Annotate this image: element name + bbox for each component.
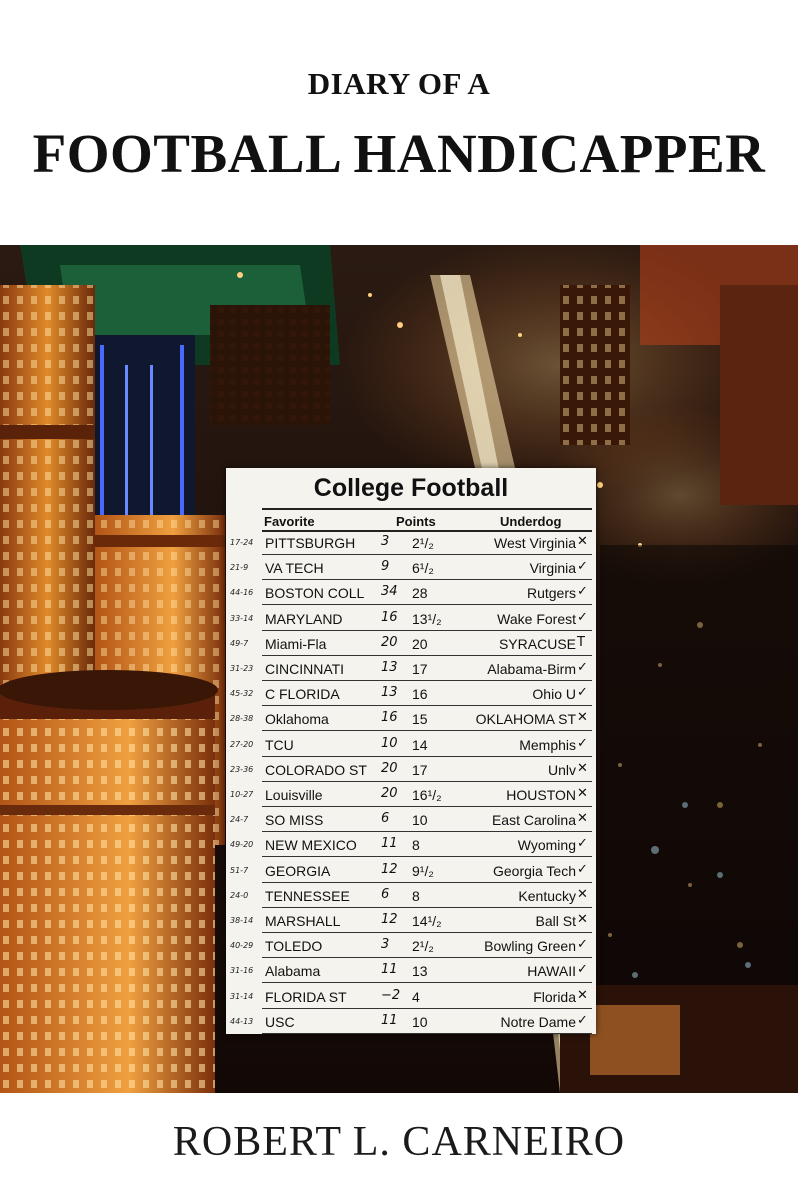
point-spread: 10	[412, 812, 428, 829]
record-annotation: 31-14	[230, 991, 254, 1001]
clipping-rule	[262, 508, 592, 510]
row-divider	[262, 932, 592, 933]
record-annotation: 33-14	[230, 613, 254, 623]
point-spread: 2¹/₂	[412, 535, 434, 551]
result-mark: ✓	[577, 962, 588, 978]
title-line-1: DIARY OF A	[307, 66, 491, 101]
handicap-annotation: 13	[381, 660, 398, 675]
underdog-team: Wyoming	[517, 837, 576, 854]
header-favorite: Favorite	[264, 514, 315, 529]
row-divider	[262, 630, 592, 631]
table-row	[226, 608, 596, 633]
underdog-team: East Carolina	[491, 812, 576, 829]
point-spread: 17	[412, 761, 428, 778]
underdog-team: Georgia Tech	[492, 862, 576, 879]
clipping-title: College Football	[313, 474, 509, 502]
result-mark: ✓	[577, 559, 588, 575]
record-annotation: 38-14	[230, 916, 254, 925]
result-mark: ✓	[577, 861, 588, 877]
table-row	[226, 986, 596, 1011]
row-divider	[262, 604, 592, 605]
result-mark: ✕	[577, 811, 588, 827]
table-row	[226, 532, 596, 557]
underdog-team: Ohio U	[532, 686, 576, 703]
underdog-team: West Virginia	[494, 535, 576, 551]
handicap-annotation: 20	[381, 634, 398, 650]
table-row	[226, 885, 596, 910]
record-annotation: 44-16	[230, 588, 254, 598]
point-spread: 10	[412, 1013, 428, 1030]
result-mark: ✓	[577, 609, 588, 625]
table-row	[226, 960, 596, 985]
favorite-team: TENNESSEE	[265, 887, 350, 904]
author-name: ROBERT L. CARNEIRO	[172, 1119, 626, 1165]
row-divider	[262, 756, 592, 757]
table-row	[226, 809, 596, 834]
favorite-team: TCU	[265, 736, 294, 753]
row-divider	[262, 579, 592, 580]
point-spread: 8	[412, 837, 420, 854]
table-row	[226, 860, 596, 885]
handicap-annotation: 6	[381, 811, 390, 827]
underdog-team: Wake Forest	[497, 610, 576, 627]
point-spread: 14¹/₂	[412, 913, 442, 929]
handicap-annotation: 20	[381, 786, 398, 801]
underdog-team: HOUSTON	[506, 787, 576, 803]
table-row	[226, 834, 596, 859]
result-mark: ✕	[577, 760, 588, 776]
favorite-team: Louisville	[265, 787, 323, 803]
handicap-annotation: −2	[381, 987, 401, 1003]
handicap-annotation: 12	[381, 861, 398, 877]
row-divider	[262, 1008, 592, 1009]
table-row	[226, 708, 596, 733]
header-points: Points	[396, 514, 436, 529]
record-annotation: 27-20	[230, 739, 254, 749]
table-row	[226, 734, 596, 759]
underdog-team: Kentucky	[518, 887, 576, 904]
result-mark: ✕	[577, 786, 588, 801]
record-annotation: 17-24	[230, 538, 254, 547]
underdog-team: Florida	[533, 988, 576, 1005]
favorite-team: COLORADO ST	[265, 761, 367, 778]
result-mark: ✕	[577, 886, 588, 902]
result-mark: T	[577, 634, 585, 650]
result-mark: ✓	[577, 937, 588, 953]
table-row	[226, 658, 596, 683]
result-mark: ✕	[577, 987, 588, 1003]
underdog-team: Ball St	[535, 913, 576, 929]
row-divider	[262, 982, 592, 983]
favorite-team: Alabama	[265, 963, 321, 980]
record-annotation: 24-0	[230, 890, 249, 900]
favorite-team: MARSHALL	[265, 913, 341, 929]
row-divider	[262, 831, 592, 832]
table-row	[226, 633, 596, 658]
handicap-annotation: 34	[381, 584, 398, 600]
row-divider	[262, 907, 592, 908]
underdog-team: SYRACUSE	[498, 635, 576, 652]
result-mark: ✓	[577, 584, 588, 600]
handicap-annotation: 3	[381, 937, 390, 953]
row-divider	[262, 781, 592, 782]
result-mark: ✓	[577, 836, 588, 852]
handicap-annotation: 9	[381, 559, 390, 575]
record-annotation: 31-16	[230, 966, 254, 976]
point-spread: 16	[412, 686, 428, 703]
favorite-team: VA TECH	[265, 560, 324, 577]
underdog-team: Virginia	[529, 560, 576, 577]
table-row	[226, 910, 596, 935]
table-row	[226, 557, 596, 582]
row-divider	[262, 957, 592, 958]
table-row	[226, 683, 596, 708]
favorite-team: FLORIDA ST	[265, 988, 347, 1005]
title-line-2: FOOTBALL HANDICAPPER	[32, 123, 766, 184]
handicap-annotation: 11	[381, 836, 398, 852]
point-spread: 14	[412, 736, 428, 753]
handicap-annotation: 12	[381, 912, 398, 927]
handicap-annotation: 13	[381, 685, 398, 701]
handicap-annotation: 20	[381, 760, 398, 776]
point-spread: 2¹/₂	[412, 938, 434, 955]
point-spread: 28	[412, 585, 428, 602]
table-row	[226, 1011, 596, 1036]
favorite-team: MARYLAND	[265, 610, 343, 627]
favorite-team: Oklahoma	[265, 711, 329, 728]
record-annotation: 21-9	[230, 563, 249, 573]
point-spread: 15	[412, 711, 428, 728]
underdog-team: Bowling Green	[484, 938, 576, 955]
row-divider	[262, 730, 592, 731]
favorite-team: Miami-Fla	[265, 635, 327, 652]
result-mark: ✕	[577, 912, 588, 927]
point-spread: 16¹/₂	[412, 787, 442, 803]
result-mark: ✓	[577, 660, 588, 675]
underdog-team: OKLAHOMA ST	[475, 711, 576, 728]
row-divider	[262, 856, 592, 857]
point-spread: 6¹/₂	[412, 560, 434, 577]
record-annotation: 49-7	[230, 638, 249, 648]
favorite-team: SO MISS	[265, 812, 324, 829]
underdog-team: Unlv	[547, 761, 576, 778]
record-annotation: 40-29	[230, 941, 254, 951]
handicap-annotation: 10	[381, 735, 398, 751]
point-spread: 20	[412, 635, 428, 652]
row-divider	[262, 1033, 592, 1034]
underdog-team: Memphis	[519, 736, 576, 753]
record-annotation: 49-20	[230, 840, 254, 850]
result-mark: ✓	[577, 1012, 588, 1028]
handicap-annotation: 3	[381, 534, 390, 549]
record-annotation: 45-32	[230, 689, 254, 699]
underdog-team: HAWAII	[527, 963, 576, 980]
favorite-team: C FLORIDA	[265, 686, 340, 703]
underdog-team: Notre Dame	[500, 1013, 576, 1030]
handicap-annotation: 11	[381, 1012, 398, 1028]
row-divider	[262, 806, 592, 807]
result-mark: ✓	[577, 685, 588, 701]
handicap-annotation: 11	[381, 962, 398, 978]
record-annotation: 44-13	[230, 1016, 254, 1026]
table-row	[226, 759, 596, 784]
favorite-team: CINCINNATI	[265, 661, 345, 677]
handicap-annotation: 6	[381, 886, 390, 902]
underdog-team: Alabama-Birm	[487, 661, 576, 677]
favorite-team: USC	[265, 1013, 295, 1030]
row-divider	[262, 655, 592, 656]
favorite-team: NEW MEXICO	[265, 837, 357, 854]
record-annotation: 23-36	[230, 764, 254, 774]
table-row	[226, 935, 596, 960]
result-mark: ✕	[577, 710, 588, 726]
record-annotation: 51-7	[230, 865, 249, 875]
point-spread: 17	[412, 661, 428, 677]
record-annotation: 24-7	[230, 815, 249, 825]
record-annotation: 31-23	[230, 664, 254, 673]
handicap-annotation: 16	[381, 710, 398, 726]
record-annotation: 28-38	[230, 714, 254, 724]
header-underdog: Underdog	[500, 514, 562, 529]
favorite-team: GEORGIA	[265, 862, 331, 879]
favorite-team: BOSTON COLL	[265, 585, 365, 602]
favorite-team: TOLEDO	[265, 938, 323, 955]
point-spread: 13¹/₂	[412, 610, 442, 627]
newspaper-clipping	[226, 468, 596, 1034]
point-spread: 13	[412, 963, 428, 980]
record-annotation: 10-27	[230, 790, 254, 799]
table-row	[226, 582, 596, 607]
handicap-annotation: 16	[381, 609, 398, 625]
point-spread: 4	[412, 988, 420, 1005]
table-row	[226, 784, 596, 809]
result-mark: ✕	[577, 534, 588, 549]
row-divider	[262, 554, 592, 555]
point-spread: 8	[412, 887, 420, 904]
row-divider	[262, 680, 592, 681]
point-spread: 9¹/₂	[412, 862, 434, 879]
underdog-team: Rutgers	[526, 585, 576, 602]
favorite-team: PITTSBURGH	[265, 535, 356, 551]
row-divider	[262, 705, 592, 706]
result-mark: ✓	[577, 735, 588, 751]
row-divider	[262, 882, 592, 883]
